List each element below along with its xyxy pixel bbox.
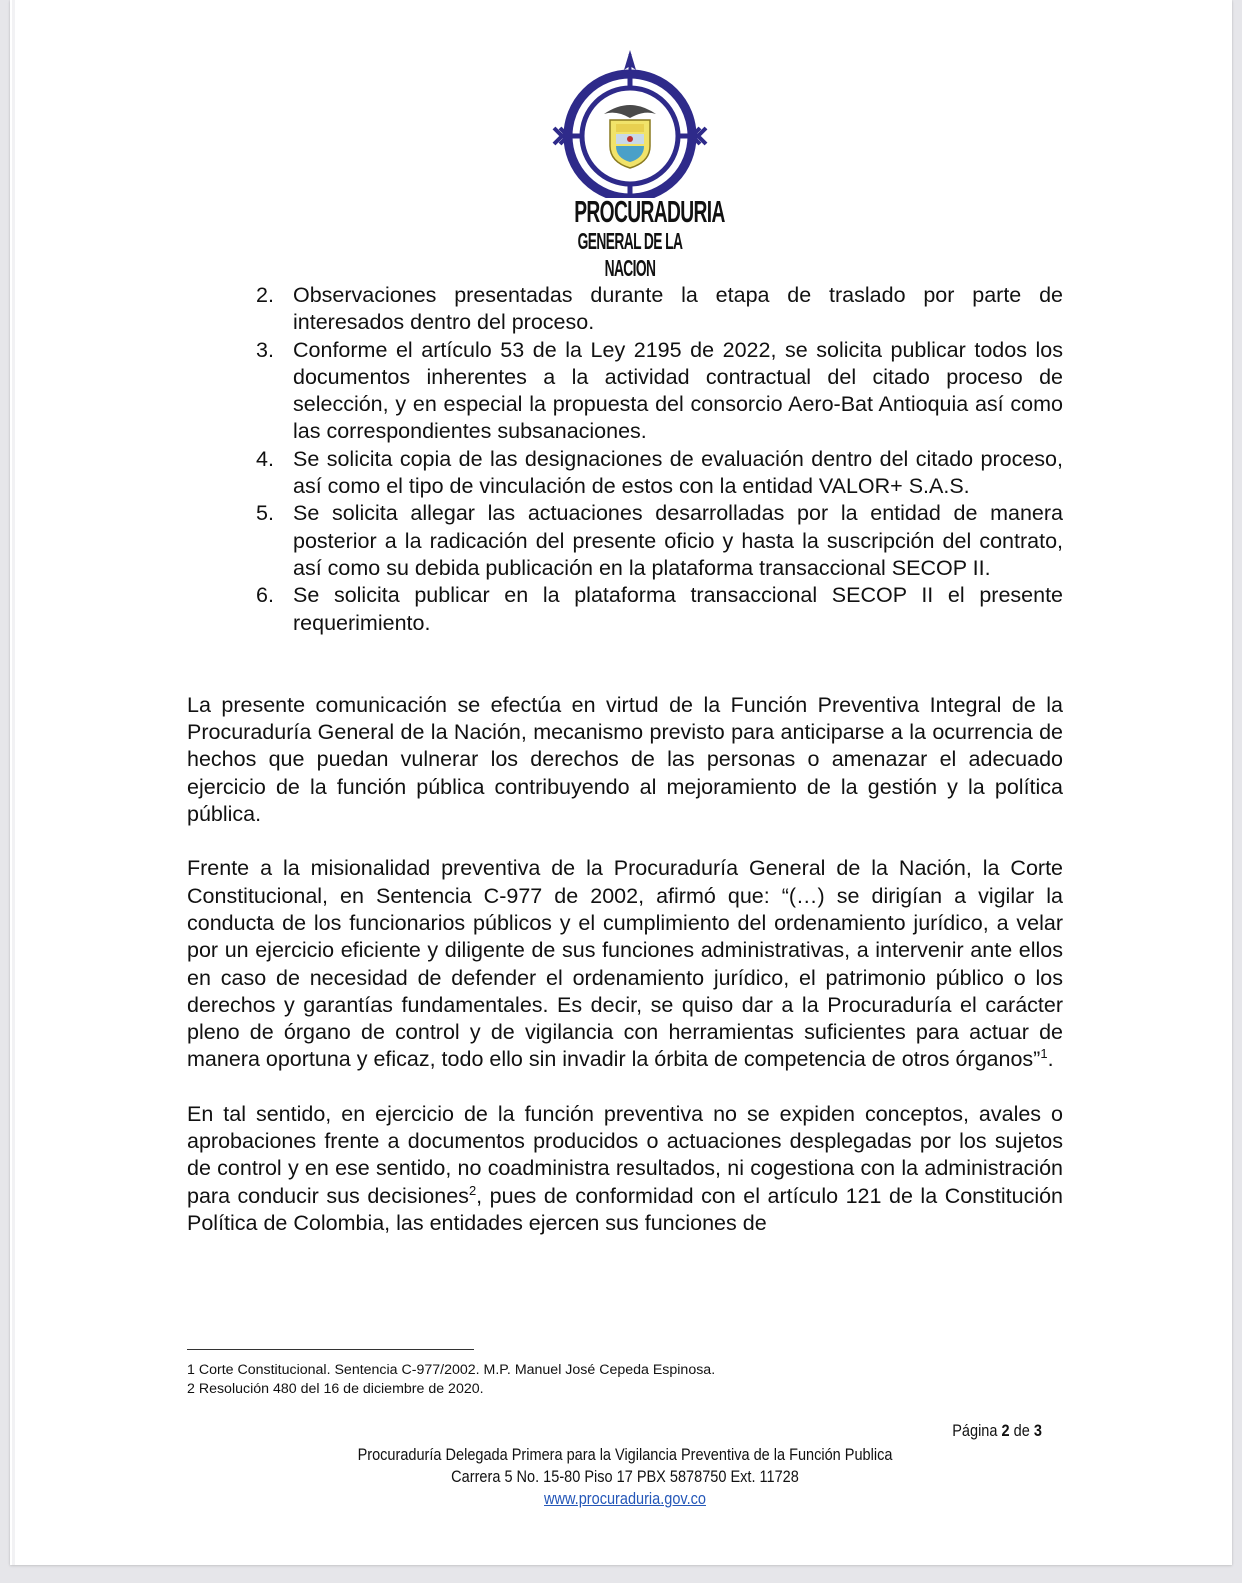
list-item — [187, 337, 1063, 446]
list-item-number: 3. — [256, 337, 274, 362]
footnote-ref[interactable]: 1 — [1040, 1046, 1048, 1062]
list-item-number: 4. — [256, 446, 274, 471]
page-of: de — [1013, 1422, 1030, 1440]
request-list — [187, 282, 1063, 637]
logo-title: PROCURADURIA — [574, 194, 725, 229]
footnote-1: 1 Corte Constitucional. Sentencia C-977/2002. M.P. Manuel José Cepeda Espinosa. — [187, 1362, 716, 1378]
list-item-text: Observaciones presentadas durante la etapa de traslado por parte de interesados dentro del proceso. — [293, 283, 1063, 335]
crosshair-emblem-icon — [540, 48, 720, 198]
paragraph-scope — [187, 1101, 1063, 1237]
footnotes — [187, 1361, 715, 1398]
page-current: 2 — [1001, 1422, 1010, 1440]
list-item-number: 2. — [256, 283, 274, 307]
list-item — [187, 282, 1063, 337]
footer-office: Procuraduría Delegada Primera para la Vigilancia Preventiva de la Función Publica — [357, 1446, 893, 1464]
footnote-ref[interactable]: 2 — [468, 1182, 477, 1198]
footer-website-link[interactable]: www.procuraduria.gov.co — [544, 1490, 706, 1508]
list-item-text: Se solicita allegar las actuaciones desarrolladas por la entidad de manera posterior a la radicación del presente oficio y hasta la suscripción del contrato, así como su debida publicación en la plataforma transaccional SECOP II. — [293, 501, 1063, 580]
list-item-text: Se solicita copia de las designaciones de evaluación dentro del citado proceso, así como el tipo de vinculación de estos con la entidad VALOR+ S.A.S. — [293, 446, 1063, 499]
list-item — [187, 500, 1063, 582]
list-item-number: 6. — [256, 583, 274, 608]
footer-address: Carrera 5 No. 15-80 Piso 17 PBX 5878750 Ext. 11728 — [451, 1468, 799, 1486]
paragraph-preventive-function: La presente comunicación se efectúa en virtud de la Función Preventiva Integral de la Procuraduría General de la Nación, mecanismo previsto para anticiparse a la ocurrencia de hechos que puedan vulnerar los derechos de las personas o amenazar el adecuado ejercicio de la función pública contribuyendo al mejoramiento de la gestión y la política pública. — [187, 692, 1063, 827]
page-footer — [187, 1444, 1063, 1510]
paragraph-end: . — [1047, 1047, 1054, 1072]
page-total: 3 — [1033, 1422, 1042, 1440]
logo-subtitle: GENERAL DE LA NACION — [577, 228, 683, 281]
page-number — [952, 1422, 1042, 1441]
paragraph-court-citation — [187, 855, 1063, 1073]
procuraduria-logo — [540, 48, 725, 281]
footnote-2: 2 Resolución 480 del 16 de diciembre de 2020. — [187, 1380, 484, 1397]
document-page — [10, 0, 1232, 1565]
list-item — [187, 446, 1063, 501]
footnote-divider — [187, 1349, 474, 1350]
paragraph-text: Frente a la misionalidad preventiva de la Procuraduría General de la Nación, la Corte Constitucional, en Sentencia C-977 de 2002, afirmó que: “(…) se dirigían a vigilar la conducta de los funcionarios públicos y el cumplimiento del ordenamiento jurídico, a velar por un ejercicio eficiente y diligente de sus funciones administrativas, a intervenir ante ellos en caso de necesidad de defender el ordenamiento jurídico, el patrimonio público o los derechos y garantías fundamentales. Es decir, se quiso dar a la Procuraduría el carácter pleno de órgano de control y de vigilancia con herramientas suficientes para actuar de manera oportuna y eficaz, todo ello sin invadir la órbita de competencia de otros órganos” — [187, 856, 1063, 1072]
paragraph-text: En tal sentido, en ejercicio de la función preventiva no se expiden conceptos, avales o aprobaciones frente a documentos producidos o actuaciones desplegadas por los sujetos de control y en ese sentido, no coadministra resultados, ni cogestiona con la administración para conducir sus decisiones — [187, 1101, 1063, 1208]
list-item-text: Conforme el artículo 53 de la Ley 2195 de 2022, se solicita publicar todos los documentos inherentes a la actividad contractual del citado proceso de selección, y en especial la propuesta del consorcio Aero-Bat Antioquia así como las correspondientes subsanaciones. — [293, 337, 1063, 444]
list-item — [187, 582, 1063, 637]
list-item-number: 5. — [256, 501, 274, 526]
paragraph-text-continued: , pues de conformidad con el artículo 121 de la Constitución Política de Colombia, las entidades ejercen sus funciones de — [187, 1183, 1064, 1235]
list-item-text: Se solicita publicar en la plataforma transaccional SECOP II el presente requerimiento. — [293, 583, 1063, 635]
document-body — [187, 282, 1063, 1237]
page-label: Página — [952, 1422, 998, 1440]
